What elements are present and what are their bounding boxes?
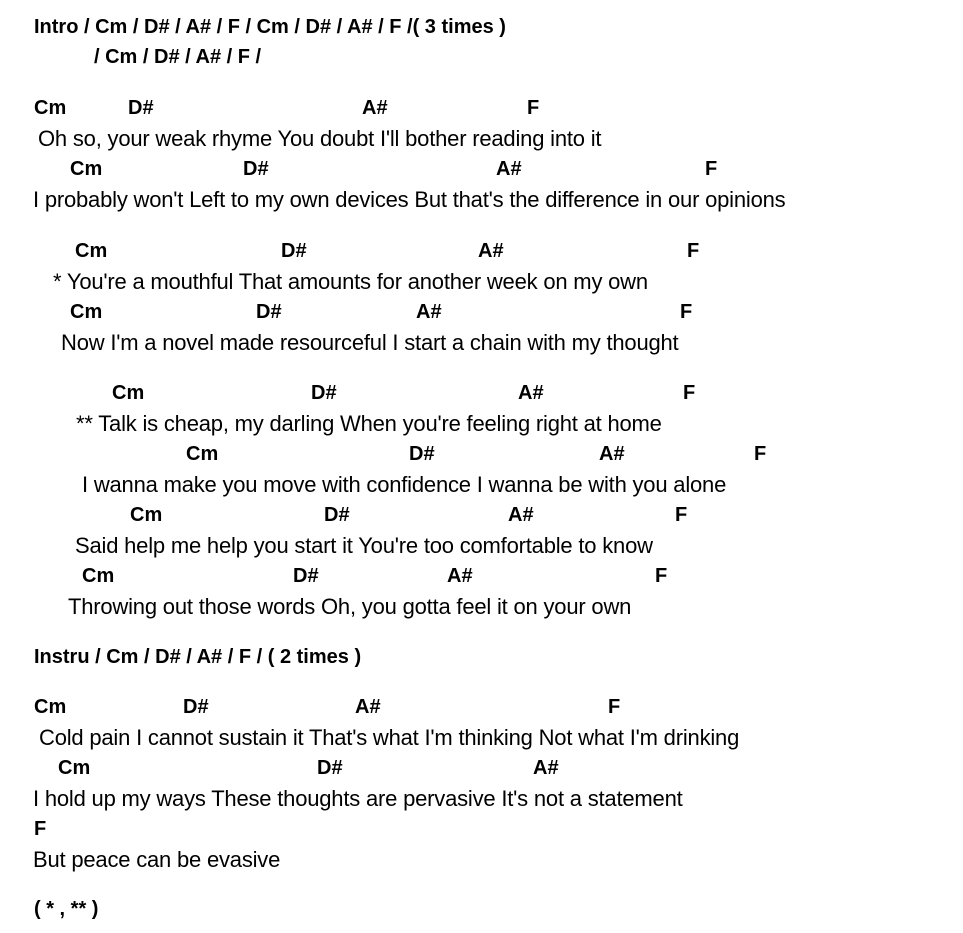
chord: A# [599, 443, 625, 465]
lyric-line: I hold up my ways These thoughts are pervasive It's not a statement [33, 786, 683, 811]
chord-line [0, 443, 963, 467]
chord-line [0, 504, 963, 528]
lyric-line: ** Talk is cheap, my darling When you're feeling right at home [76, 411, 662, 436]
chord-line [0, 301, 963, 325]
chord: A# [362, 97, 388, 119]
chord-line [0, 818, 963, 842]
chord: F [608, 696, 621, 718]
chord: D# [256, 301, 282, 323]
chord: A# [416, 301, 442, 323]
lyric-line: But peace can be evasive [33, 847, 281, 872]
chord-line [0, 696, 963, 720]
lyric-line: Now I'm a novel made resourceful I start a chain with my thought [61, 330, 679, 355]
chord: Cm [130, 504, 163, 526]
chord: F [34, 818, 47, 840]
section-header: ( * , ** ) [34, 898, 99, 920]
chord: F [675, 504, 688, 526]
chord: F [655, 565, 668, 587]
chord: F [687, 240, 700, 262]
chord: A# [533, 757, 559, 779]
chord: A# [447, 565, 473, 587]
chord: Cm [70, 301, 103, 323]
chord: Cm [112, 382, 145, 404]
chord: F [754, 443, 767, 465]
chord: D# [317, 757, 343, 779]
lyric-line: Throwing out those words Oh, you gotta feel it on your own [68, 594, 632, 619]
chord: A# [478, 240, 504, 262]
chord: D# [243, 158, 269, 180]
chord: D# [183, 696, 209, 718]
section-header: Intro / Cm / D# / A# / F / Cm / D# / A# / F /( 3 times ) [34, 16, 506, 38]
chord-line [0, 97, 963, 121]
chord: F [683, 382, 696, 404]
chord: Cm [186, 443, 219, 465]
chord: D# [281, 240, 307, 262]
chord: A# [518, 382, 544, 404]
chord: A# [355, 696, 381, 718]
lyric-line: * You're a mouthful That amounts for another week on my own [53, 269, 648, 294]
chord: Cm [75, 240, 108, 262]
lyric-line: I probably won't Left to my own devices But that's the difference in our opinions [33, 187, 786, 212]
chord: Cm [82, 565, 115, 587]
chord: F [680, 301, 693, 323]
chord: Cm [58, 757, 91, 779]
chord: F [705, 158, 718, 180]
lyric-line: I wanna make you move with confidence I wanna be with you alone [82, 472, 727, 497]
section-header: Instru / Cm / D# / A# / F / ( 2 times ) [34, 646, 362, 668]
chord-line [0, 158, 963, 182]
chord: Cm [34, 97, 67, 119]
lyric-line: Said help me help you start it You're too comfortable to know [75, 533, 653, 558]
chord: D# [311, 382, 337, 404]
chord-line [0, 757, 963, 781]
lyric-line: Oh so, your weak rhyme You doubt I'll bother reading into it [38, 126, 602, 151]
chord: Cm [34, 696, 67, 718]
chord: A# [496, 158, 522, 180]
chord: D# [128, 97, 154, 119]
chord-line [0, 240, 963, 264]
chord: F [527, 97, 540, 119]
chord-line [0, 565, 963, 589]
chord: Cm [70, 158, 103, 180]
chord: A# [508, 504, 534, 526]
section-header: / Cm / D# / A# / F / [94, 46, 262, 68]
chord: D# [409, 443, 435, 465]
chord-line [0, 382, 963, 406]
chord: D# [293, 565, 319, 587]
chord: D# [324, 504, 350, 526]
lyric-line: Cold pain I cannot sustain it That's what I'm thinking Not what I'm drinking [39, 725, 740, 750]
